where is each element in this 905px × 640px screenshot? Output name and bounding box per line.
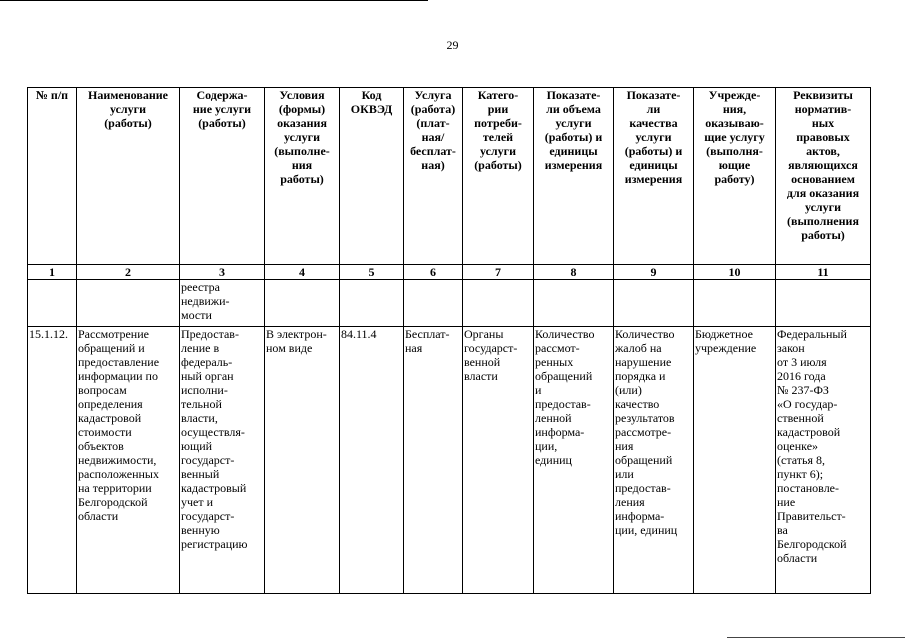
quality-indicator-cell: Количество жалоб на нарушение порядка и (или) качество результатов рассмотре- ния обращений или предостав- ления информа- ции, единиц — [614, 327, 694, 594]
table-cell — [694, 280, 776, 327]
header-cell: Наименование услуги (работы) — [77, 88, 180, 265]
okved-code-cell: 84.11.4 — [340, 327, 404, 594]
header-cell: Содержа- ние услуги (работы) — [180, 88, 265, 265]
service-conditions-cell: В электрон- ном виде — [265, 327, 340, 594]
table-cell — [776, 280, 871, 327]
column-number: 9 — [614, 265, 694, 280]
consumer-category-cell: Органы государст- венной власти — [463, 327, 534, 594]
header-cell: Катего- рии потреби- телей услуги (работы) — [463, 88, 534, 265]
column-number: 2 — [77, 265, 180, 280]
column-number: 11 — [776, 265, 871, 280]
table-cell — [340, 280, 404, 327]
header-cell: Код ОКВЭД — [340, 88, 404, 265]
table-cell — [534, 280, 614, 327]
header-cell: Учрежде- ния, оказываю- щие услугу (выполня- ющие работу) — [694, 88, 776, 265]
top-rule — [0, 0, 428, 1]
page-number: 29 — [446, 38, 459, 52]
bottom-rule — [727, 637, 905, 638]
table-cell — [77, 280, 180, 327]
services-table — [27, 87, 871, 594]
column-number-row — [28, 265, 871, 280]
column-number: 8 — [534, 265, 614, 280]
continuation-row — [28, 280, 871, 327]
header-cell: № п/п — [28, 88, 77, 265]
table-row — [28, 327, 871, 594]
payment-type-cell: Бесплат- ная — [404, 327, 463, 594]
legal-basis-cell: Федеральный закон от 3 июля 2016 года № 237-ФЗ «О государ- ственной кадастровой оценке» (статья 8, пункт 6); постановле- ние Правительст- ва Белгородской области — [776, 327, 871, 594]
header-cell: Показате- ли объема услуги (работы) и единицы измерения — [534, 88, 614, 265]
table-cell — [265, 280, 340, 327]
institution-cell: Бюджетное учреждение — [694, 327, 776, 594]
column-number: 5 — [340, 265, 404, 280]
table-cell — [28, 280, 77, 327]
column-number: 3 — [180, 265, 265, 280]
header-cell: Услуга (работа) (плат- ная/ бесплат- ная) — [404, 88, 463, 265]
column-number: 7 — [463, 265, 534, 280]
header-cell: Условия (формы) оказания услуги (выполне- ния работы) — [265, 88, 340, 265]
table-cell — [404, 280, 463, 327]
column-number: 6 — [404, 265, 463, 280]
service-content-cell: Предостав- ление в федераль- ный орган исполни- тельной власти, осуществля- ющий государст- венный кадастровый учет и государст- венную регистрацию — [180, 327, 265, 594]
column-number: 4 — [265, 265, 340, 280]
table-cell — [463, 280, 534, 327]
column-number: 10 — [694, 265, 776, 280]
row-number-cell: 15.1.12. — [28, 327, 77, 594]
volume-indicator-cell: Количество рассмот- ренных обращений и предостав- ленной информа- ции, единиц — [534, 327, 614, 594]
header-cell: Реквизиты норматив- ных правовых актов, являющихся основанием для оказания услуги (выполнения работы) — [776, 88, 871, 265]
table-cell — [614, 280, 694, 327]
header-row — [28, 88, 871, 265]
service-name-cell: Рассмотрение обращений и предоставление информации по вопросам определения кадастровой стоимости объектов недвижимости, расположенных на территории Белгородской области — [77, 327, 180, 594]
header-cell: Показате- ли качества услуги (работы) и единицы измерения — [614, 88, 694, 265]
table-cell: реестра недвижи- мости — [180, 280, 265, 327]
column-number: 1 — [28, 265, 77, 280]
